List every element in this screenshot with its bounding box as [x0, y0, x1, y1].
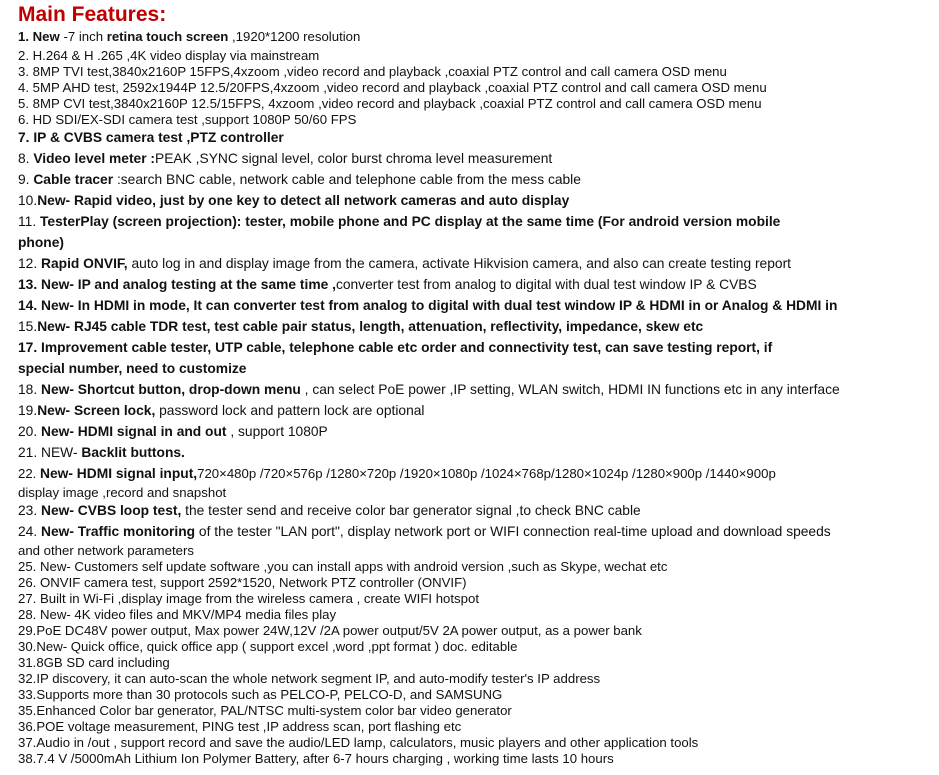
feature-item-continued: display image ,record and snapshot	[18, 485, 227, 500]
feature-item: 12. Rapid ONVIF, auto log in and display image from the camera, activate Hikvision camera, and also can create testing report	[18, 256, 791, 271]
feature-item: 17. Improvement cable tester, UTP cable, telephone cable etc order and connectivity test, can save testing report, if	[18, 340, 773, 355]
feature-item: 32.IP discovery, it can auto-scan the whole network segment IP, and auto-modify tester's IP address	[18, 671, 601, 686]
feature-item: 5. 8MP CVI test,3840x2160P 12.5/15FPS, 4xzoom ,video record and playback ,coaxial PTZ control and call camera OSD menu	[18, 96, 762, 111]
feature-item: 7. IP & CVBS camera test ,PTZ controller	[18, 130, 284, 145]
feature-item: 8. Video level meter :PEAK ,SYNC signal level, color burst chroma level measurement	[18, 151, 553, 166]
feature-item: 14. New- In HDMI in mode, It can converter test from analog to digital with dual test window IP & HDMI in or Analog & HDMI in	[18, 298, 838, 313]
feature-item: 6. HD SDI/EX-SDI camera test ,support 1080P 50/60 FPS	[18, 112, 357, 127]
feature-item: 3. 8MP TVI test,3840x2160P 15FPS,4xzoom ,video record and playback ,coaxial PTZ control and call camera OSD menu	[18, 64, 727, 79]
feature-item: 1. New -7 inch retina touch screen ,1920*1200 resolution	[18, 29, 361, 44]
feature-item: 37.Audio in /out , support record and save the audio/LED lamp, calculators, music players and other application tools	[18, 735, 699, 750]
feature-item: 23. New- CVBS loop test, the tester send and receive color bar generator signal ,to check BNC cable	[18, 503, 641, 518]
feature-item: 35.Enhanced Color bar generator, PAL/NTSC multi-system color bar video generator	[18, 703, 512, 718]
feature-item: 9. Cable tracer :search BNC cable, network cable and telephone cable from the mess cable	[18, 172, 581, 187]
feature-item: 4. 5MP AHD test, 2592x1944P 12.5/20FPS,4xzoom ,video record and playback ,coaxial PTZ control and call camera OSD menu	[18, 80, 767, 95]
feature-item: 27. Built in Wi-Fi ,display image from the wireless camera , create WIFI hotspot	[18, 591, 479, 606]
feature-item: 20. New- HDMI signal in and out , support 1080P	[18, 424, 328, 439]
feature-item: 33.Supports more than 30 protocols such as PELCO-P, PELCO-D, and SAMSUNG	[18, 687, 503, 702]
feature-item-continued: and other network parameters	[18, 543, 194, 558]
feature-item: 2. H.264 & H .265 ,4K video display via mainstream	[18, 48, 320, 63]
feature-item: 26. ONVIF camera test, support 2592*1520, Network PTZ controller (ONVIF)	[18, 575, 467, 590]
feature-item: 25. New- Customers self update software ,you can install apps with android version ,such as Skype, wechat etc	[18, 559, 668, 574]
feature-item: 22. New- HDMI signal input,720×480p /720×576p /1280×720p /1920×1080p /1024×768p/1280×1024p /1280×900p /1440×900p	[18, 466, 776, 481]
feature-item: 18. New- Shortcut button, drop-down menu , can select PoE power ,IP setting, WLAN switch, HDMI IN functions etc in any interface	[18, 382, 840, 397]
feature-item-continued: special number, need to customize	[18, 361, 247, 376]
feature-item: 29.PoE DC48V power output, Max power 24W,12V /2A power output/5V 2A power output, as a power bank	[18, 623, 642, 638]
page-title: Main Features:	[18, 3, 167, 26]
feature-item-continued: phone)	[18, 235, 64, 250]
feature-item: 11. TesterPlay (screen projection): tester, mobile phone and PC display at the same time (For android version mobile	[18, 214, 781, 229]
feature-item: 10.New- Rapid video, just by one key to detect all network cameras and auto display	[18, 193, 570, 208]
feature-item: 21. NEW- Backlit buttons.	[18, 445, 185, 460]
feature-item: 38.7.4 V /5000mAh Lithium Ion Polymer Battery, after 6-7 hours charging , working time lasts 10 hours	[18, 751, 614, 766]
feature-item: 36.POE voltage measurement, PING test ,IP address scan, port flashing etc	[18, 719, 462, 734]
feature-item: 19.New- Screen lock, password lock and pattern lock are optional	[18, 403, 425, 418]
feature-item: 28. New- 4K video files and MKV/MP4 media files play	[18, 607, 337, 622]
feature-item: 24. New- Traffic monitoring of the tester "LAN port", display network port or WIFI connection real-time upload and download speeds	[18, 524, 831, 539]
feature-item: 15.New- RJ45 cable TDR test, test cable pair status, length, attenuation, reflectivity, impedance, skew etc	[18, 319, 704, 334]
feature-item: 31.8GB SD card including	[18, 655, 170, 670]
feature-item: 13. New- IP and analog testing at the same time ,converter test from analog to digital with dual test window IP & CVBS	[18, 277, 757, 292]
feature-item: 30.New- Quick office, quick office app ( support excel ,word ,ppt format ) doc. editable	[18, 639, 518, 654]
